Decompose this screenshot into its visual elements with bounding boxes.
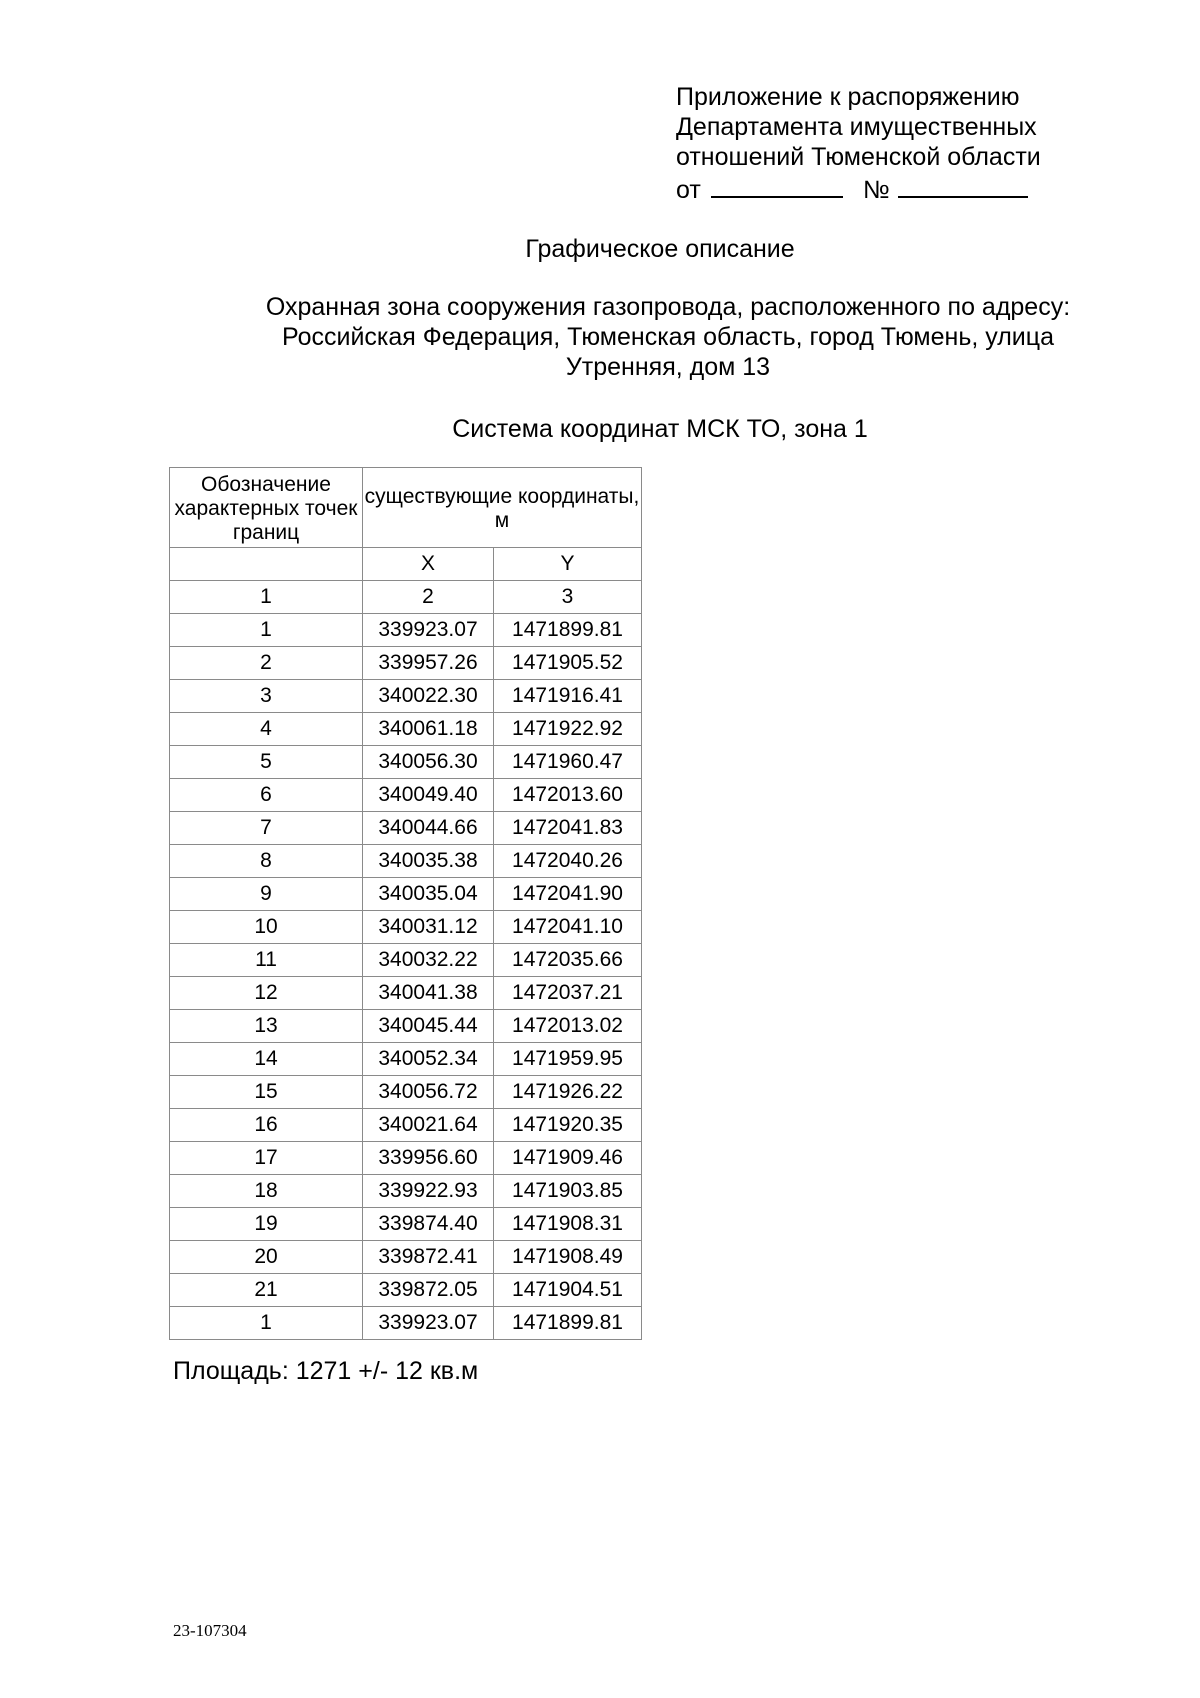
point-cell: 1 [170,1307,363,1340]
document-number: 23-107304 [173,1621,247,1640]
x-cell: 340045.44 [363,1010,494,1043]
appendix-line-2: Департамента имущественных [676,113,1037,141]
point-cell: 8 [170,845,363,878]
y-cell: 1472035.66 [494,944,642,977]
area-text: Площадь: 1271 +/- 12 кв.м [173,1357,479,1385]
y-cell: 1472037.21 [494,977,642,1010]
point-cell: 18 [170,1175,363,1208]
column-number-3: 3 [494,581,642,614]
point-cell: 14 [170,1043,363,1076]
y-cell: 1472041.83 [494,812,642,845]
column-number-2: 2 [363,581,494,614]
axis-x: X [363,548,494,581]
x-cell: 340031.12 [363,911,494,944]
table-row [170,746,642,779]
y-cell: 1471926.22 [494,1076,642,1109]
x-cell: 339874.40 [363,1208,494,1241]
point-cell: 11 [170,944,363,977]
x-cell: 340056.30 [363,746,494,779]
x-cell: 340056.72 [363,1076,494,1109]
point-cell: 19 [170,1208,363,1241]
table-header-row [170,468,642,548]
point-cell: 12 [170,977,363,1010]
y-cell: 1471922.92 [494,713,642,746]
x-cell: 340022.30 [363,680,494,713]
document-title: Графическое описание [525,235,795,263]
x-cell: 340052.34 [363,1043,494,1076]
x-cell: 340044.66 [363,812,494,845]
y-cell: 1472040.26 [494,845,642,878]
y-cell: 1472041.10 [494,911,642,944]
x-cell: 340035.38 [363,845,494,878]
point-cell: 21 [170,1274,363,1307]
x-cell: 340041.38 [363,977,494,1010]
table-row [170,1043,642,1076]
y-cell: 1471903.85 [494,1175,642,1208]
y-cell: 1471905.52 [494,647,642,680]
number-prefix: № [862,176,890,204]
table-row [170,1175,642,1208]
y-cell: 1472013.60 [494,779,642,812]
x-cell: 339923.07 [363,614,494,647]
y-cell: 1471959.95 [494,1043,642,1076]
y-cell: 1471908.31 [494,1208,642,1241]
appendix-line-1: Приложение к распоряжению [676,83,1020,111]
point-cell: 6 [170,779,363,812]
appendix-block [676,82,1041,205]
appendix-date-number-line [676,172,1041,205]
x-cell: 339957.26 [363,647,494,680]
point-cell: 13 [170,1010,363,1043]
point-cell: 4 [170,713,363,746]
y-cell: 1472013.02 [494,1010,642,1043]
point-cell: 10 [170,911,363,944]
coordinate-system: Система координат МСК ТО, зона 1 [452,415,868,443]
point-cell: 16 [170,1109,363,1142]
point-cell: 17 [170,1142,363,1175]
table-row [170,812,642,845]
number-blank [898,172,1028,198]
coordinates-table [169,467,642,1340]
table-row [170,1076,642,1109]
column-number-1: 1 [170,581,363,614]
point-cell: 3 [170,680,363,713]
table-row [170,647,642,680]
table-row [170,680,642,713]
x-cell: 340049.40 [363,779,494,812]
y-cell: 1471904.51 [494,1274,642,1307]
table-row [170,779,642,812]
axis-y: Y [494,548,642,581]
y-cell: 1471916.41 [494,680,642,713]
y-cell: 1471960.47 [494,746,642,779]
date-blank [711,172,843,198]
x-cell: 339923.07 [363,1307,494,1340]
x-cell: 339922.93 [363,1175,494,1208]
point-cell: 20 [170,1241,363,1274]
table-row [170,1142,642,1175]
appendix-line-3: отношений Тюменской области [676,143,1041,171]
point-cell: 5 [170,746,363,779]
table-row [170,845,642,878]
y-cell: 1472041.90 [494,878,642,911]
table-row [170,1274,642,1307]
table-row [170,713,642,746]
point-cell: 1 [170,614,363,647]
x-cell: 339872.41 [363,1241,494,1274]
y-cell: 1471920.35 [494,1109,642,1142]
table-row [170,911,642,944]
point-cell: 15 [170,1076,363,1109]
header-coords: существующие координаты, м [363,468,642,548]
table-row [170,977,642,1010]
object-description: Охранная зона сооружения газопровода, расположенного по адресу: Российская Федерация, Тюменская область, город Тюмень, улица Утренняя, дом 13 [265,293,1071,381]
y-cell: 1471899.81 [494,614,642,647]
header-points: Обозначение характерных точек границ [170,468,363,548]
point-cell: 2 [170,647,363,680]
table-row [170,878,642,911]
date-prefix: от [676,176,701,204]
table-row [170,1241,642,1274]
x-cell: 339956.60 [363,1142,494,1175]
y-cell: 1471909.46 [494,1142,642,1175]
point-cell: 7 [170,812,363,845]
axis-empty-cell [170,548,363,581]
table-row [170,614,642,647]
y-cell: 1471908.49 [494,1241,642,1274]
x-cell: 340021.64 [363,1109,494,1142]
table-row [170,1109,642,1142]
table-row [170,1307,642,1340]
table-row [170,1208,642,1241]
table-row [170,944,642,977]
table-axis-row [170,548,642,581]
x-cell: 340032.22 [363,944,494,977]
x-cell: 339872.05 [363,1274,494,1307]
y-cell: 1471899.81 [494,1307,642,1340]
x-cell: 340061.18 [363,713,494,746]
table-column-number-row [170,581,642,614]
x-cell: 340035.04 [363,878,494,911]
table-row [170,1010,642,1043]
point-cell: 9 [170,878,363,911]
